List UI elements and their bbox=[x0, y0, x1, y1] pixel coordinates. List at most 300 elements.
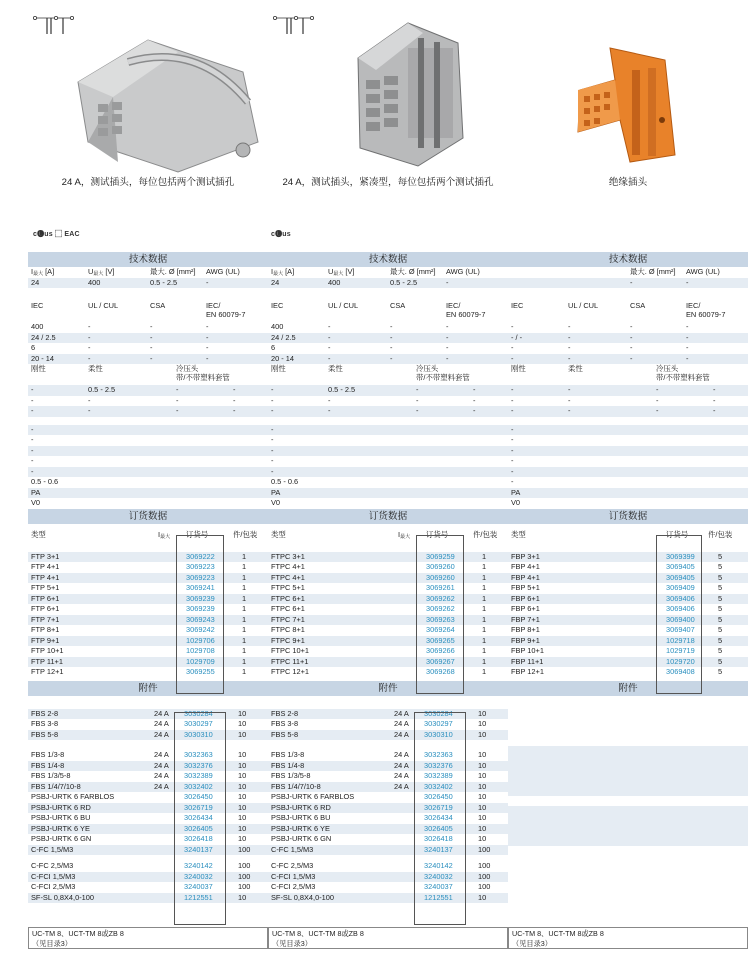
order-row bbox=[28, 594, 268, 605]
order-number-link[interactable]: 3069267 bbox=[426, 656, 455, 666]
order-head-row: 类型 订货号 件/包装 bbox=[511, 529, 733, 539]
pack-quantity: 1 bbox=[242, 635, 247, 645]
order-number-link[interactable]: 3069405 bbox=[666, 562, 695, 571]
accessory-number-link[interactable]: 3032389 bbox=[424, 771, 453, 780]
pack-quantity: 5 bbox=[718, 667, 723, 676]
accessory-number-link[interactable]: 3032402 bbox=[184, 781, 213, 791]
accessory-current: 24 A bbox=[394, 771, 409, 780]
ftpc-plug-photo bbox=[348, 18, 468, 168]
section-header-order: 订货数据 bbox=[268, 509, 508, 524]
section-header-accessories: 附件 bbox=[268, 681, 508, 696]
tech-row: 24 / 2.5 - - - bbox=[28, 333, 268, 344]
section-header-tech: 技术数据 bbox=[508, 252, 748, 267]
order-type: FTPC 11+1 bbox=[271, 656, 309, 666]
accessory-row bbox=[28, 771, 268, 782]
order-row bbox=[508, 646, 748, 657]
accessory-number-link[interactable]: 1212551 bbox=[424, 892, 453, 902]
tech-row: - bbox=[31, 456, 34, 465]
accessory-number-link[interactable]: 3030297 bbox=[424, 719, 453, 728]
order-row bbox=[268, 552, 508, 563]
order-number-frame bbox=[176, 535, 224, 694]
accessory-row bbox=[268, 845, 508, 856]
order-number-link[interactable]: 3069222 bbox=[186, 551, 215, 561]
pack-quantity: 1 bbox=[242, 656, 247, 666]
order-row bbox=[28, 583, 268, 594]
accessory-number-link[interactable]: 3030310 bbox=[184, 729, 213, 739]
pack-quantity: 1 bbox=[482, 583, 487, 592]
accessory-number-link[interactable]: 3240137 bbox=[424, 844, 453, 854]
tech-row: - - - - bbox=[508, 385, 748, 396]
tech-conductor-head: 刚性 柔性 冷压头 带/不带塑料套管 bbox=[31, 364, 230, 382]
pack-quantity: 1 bbox=[482, 593, 487, 603]
pack-quantity: 10 bbox=[238, 760, 247, 770]
order-number-link[interactable]: 3069255 bbox=[186, 667, 215, 676]
tech-row: - bbox=[511, 477, 514, 486]
accessory-number-link[interactable]: 3032363 bbox=[184, 750, 213, 759]
order-type: FBP 12+1 bbox=[511, 667, 544, 676]
order-row bbox=[508, 636, 748, 647]
order-type: FTP 10+1 bbox=[31, 646, 64, 655]
tech-row: - bbox=[31, 435, 34, 444]
accessory-type: C-FC 1,5/M3 bbox=[31, 844, 74, 854]
accessory-type: FBS 3-8 bbox=[31, 719, 59, 728]
pack-quantity: 1 bbox=[242, 583, 247, 592]
order-number-link[interactable]: 3069261 bbox=[426, 583, 455, 592]
accessory-type: PSBJ-URTK 6 YE bbox=[271, 823, 330, 833]
accessory-number-link[interactable]: 3026405 bbox=[184, 823, 213, 833]
order-type: FBP 4+1 bbox=[511, 562, 540, 571]
accessory-type: FBS 1/4/7/10-8 bbox=[31, 781, 81, 791]
accessory-current: 24 A bbox=[154, 719, 169, 728]
tech-row: - - - - bbox=[508, 406, 748, 417]
order-row bbox=[268, 594, 508, 605]
pack-quantity: 1 bbox=[242, 604, 247, 613]
pack-quantity: 10 bbox=[478, 802, 487, 812]
pack-quantity: 5 bbox=[718, 646, 723, 655]
order-row bbox=[268, 625, 508, 636]
tech-conductor-head: 刚性 柔性 冷压头 带/不带塑料套管 bbox=[271, 364, 470, 382]
accessory-number-link[interactable]: 3240142 bbox=[424, 861, 453, 870]
order-number-link[interactable]: 1029718 bbox=[666, 635, 695, 645]
circuit-symbol-icon bbox=[272, 12, 324, 40]
accessory-row bbox=[268, 709, 508, 720]
order-type: FTP 5+1 bbox=[31, 583, 60, 592]
accessory-current: 24 A bbox=[394, 708, 409, 718]
order-number-link[interactable]: 3069223 bbox=[186, 572, 215, 582]
accessory-type: C-FC 1,5/M3 bbox=[271, 844, 314, 854]
tech-row: - - - - bbox=[268, 406, 508, 417]
tech-row: 20 - 14 - - - bbox=[268, 354, 508, 365]
pack-quantity: 1 bbox=[482, 635, 487, 645]
accessory-row bbox=[28, 761, 268, 772]
order-number-link[interactable]: 3069262 bbox=[426, 604, 455, 613]
order-type: FTPC 4+1 bbox=[271, 562, 305, 571]
certification-marks: c🅤us bbox=[271, 231, 291, 238]
accessory-type: PSBJ-URTK 6 GN bbox=[31, 834, 92, 843]
pack-quantity: 100 bbox=[478, 861, 491, 870]
tech-head-row: $I_{最大}$ [A] $U_{最大}$ [V] 最大. Ø [mm²] AWG (UL) bbox=[31, 267, 240, 277]
pack-quantity: 100 bbox=[238, 871, 251, 881]
accessory-row bbox=[28, 792, 268, 803]
tech-row: V0 bbox=[31, 498, 41, 507]
accessory-row bbox=[268, 882, 508, 893]
accessory-number-link[interactable]: 3026719 bbox=[424, 802, 453, 812]
order-type: FTP 9+1 bbox=[31, 635, 60, 645]
marker-note bbox=[28, 927, 268, 949]
accessory-row bbox=[28, 782, 268, 793]
order-number-link[interactable]: 3069405 bbox=[666, 572, 695, 582]
order-number-link[interactable]: 1029708 bbox=[186, 646, 215, 655]
pack-quantity: 100 bbox=[238, 861, 251, 870]
pack-quantity: 10 bbox=[478, 834, 487, 843]
order-row bbox=[268, 604, 508, 615]
accessory-number-link[interactable]: 3030284 bbox=[424, 708, 453, 718]
accessory-type: FBS 1/3-8 bbox=[31, 750, 65, 759]
product-caption: 24 A，测试插头，每位包括两个测试插孔 bbox=[61, 177, 235, 188]
tech-row: 0.5 - 0.6 bbox=[271, 477, 299, 486]
order-type: FTP 4+1 bbox=[31, 562, 60, 571]
order-number-link[interactable]: 3069260 bbox=[426, 562, 455, 571]
pack-quantity: 1 bbox=[482, 646, 487, 655]
accessory-current: 24 A bbox=[394, 719, 409, 728]
accessory-number-link[interactable]: 3032363 bbox=[424, 750, 453, 759]
section-header-tech: 技术数据 bbox=[268, 252, 508, 267]
order-number-link[interactable]: 1029709 bbox=[186, 656, 215, 666]
accessory-type: PSBJ-URTK 6 RD bbox=[271, 802, 331, 812]
tech-row: - - - - bbox=[31, 395, 236, 405]
tech-row: PA bbox=[508, 488, 748, 499]
accessory-number-link[interactable]: 3032389 bbox=[184, 771, 213, 780]
order-type: FTP 11+1 bbox=[31, 656, 63, 666]
accessory-type: C-FC 2,5/M3 bbox=[31, 861, 74, 870]
accessory-number-link[interactable]: 3032376 bbox=[184, 760, 213, 770]
accessory-number-link[interactable]: 3240137 bbox=[184, 844, 213, 854]
order-number-link[interactable]: 3069408 bbox=[666, 667, 695, 676]
order-type: FTP 7+1 bbox=[31, 614, 60, 624]
order-number-link[interactable]: 3069400 bbox=[666, 614, 695, 624]
tech-row: PA bbox=[28, 488, 268, 499]
accessory-number-link[interactable]: 3240032 bbox=[424, 871, 453, 881]
pack-quantity: 1 bbox=[482, 625, 487, 634]
order-type: FTPC 9+1 bbox=[271, 635, 305, 645]
order-row bbox=[28, 646, 268, 657]
accessory-type: C-FC 2,5/M3 bbox=[271, 861, 314, 870]
marker-note-line: UC-TM 8、UCT-TM 8或ZB 8 bbox=[272, 929, 364, 938]
accessory-number-link[interactable]: 3026450 bbox=[184, 792, 213, 801]
tech-row: - bbox=[511, 435, 514, 444]
column-ftpc bbox=[268, 252, 508, 903]
order-number-link[interactable]: 3069264 bbox=[426, 625, 455, 634]
order-number-link[interactable]: 3069259 bbox=[426, 551, 455, 561]
accessory-type: PSBJ-URTK 6 BU bbox=[31, 813, 91, 822]
section-header-accessories: 附件 bbox=[508, 681, 748, 696]
section-header-order: 订货数据 bbox=[28, 509, 268, 524]
accessory-type: FBS 5-8 bbox=[271, 729, 299, 739]
accessory-number-link[interactable]: 3026405 bbox=[424, 823, 453, 833]
tech-row: 6 - - - bbox=[271, 343, 449, 352]
accessory-number-frame bbox=[414, 712, 466, 925]
certification-marks: c🅤us ⬚ EAC bbox=[33, 231, 80, 238]
marker-note bbox=[268, 927, 508, 949]
tech-row: - 0.5 - 2.5 - - bbox=[28, 385, 268, 396]
pack-quantity: 1 bbox=[242, 551, 247, 561]
order-row bbox=[28, 573, 268, 584]
accessory-current: 24 A bbox=[154, 750, 169, 759]
tech-row: - bbox=[268, 446, 508, 457]
column-fbp bbox=[508, 252, 748, 906]
accessory-type: PSBJ-URTK 6 FARBLOS bbox=[271, 792, 355, 801]
pack-quantity: 10 bbox=[478, 771, 487, 780]
accessory-current: 24 A bbox=[394, 729, 409, 739]
pack-quantity: 10 bbox=[238, 813, 247, 822]
order-head-row: 类型 $I_{最大}$ 订货号 件/包装 bbox=[271, 529, 498, 540]
accessory-number-link[interactable]: 3240032 bbox=[184, 871, 213, 881]
accessory-row bbox=[268, 730, 508, 741]
pack-quantity: 10 bbox=[478, 792, 487, 801]
pack-quantity: 10 bbox=[238, 802, 247, 812]
accessory-type: SF-SL 0,8X4,0-100 bbox=[31, 892, 94, 902]
order-type: FBP 8+1 bbox=[511, 625, 540, 634]
accessory-current: 24 A bbox=[154, 781, 169, 791]
order-type: FTP 6+1 bbox=[31, 604, 60, 613]
accessory-current: 24 A bbox=[154, 729, 169, 739]
accessory-number-link[interactable]: 3030284 bbox=[184, 708, 213, 718]
accessory-current: 24 A bbox=[154, 771, 169, 780]
accessory-row bbox=[28, 893, 268, 904]
tech-row: - / - - - - bbox=[508, 333, 748, 344]
marker-note-line: （见目录3） bbox=[32, 938, 72, 948]
order-type: FBP 9+1 bbox=[511, 635, 540, 645]
accessory-number-link[interactable]: 3030310 bbox=[424, 729, 453, 739]
pack-quantity: 1 bbox=[482, 614, 487, 624]
order-number-link[interactable]: 1029706 bbox=[186, 635, 215, 645]
pack-quantity: 10 bbox=[478, 760, 487, 770]
order-number-link[interactable]: 3069243 bbox=[186, 614, 215, 624]
accessory-type: FBS 1/4-8 bbox=[31, 760, 65, 770]
accessory-type: C-FCI 1,5/M3 bbox=[31, 871, 76, 881]
order-row bbox=[508, 552, 748, 563]
pack-quantity: 5 bbox=[718, 625, 723, 634]
order-number-link[interactable]: 3069242 bbox=[186, 625, 215, 634]
accessory-row bbox=[268, 771, 508, 782]
pack-quantity: 5 bbox=[718, 635, 723, 645]
order-row bbox=[508, 657, 748, 668]
accessory-number-link[interactable]: 3026434 bbox=[184, 813, 213, 822]
pack-quantity: 100 bbox=[478, 871, 491, 881]
accessory-row bbox=[28, 872, 268, 883]
accessory-type: C-FCI 2,5/M3 bbox=[31, 882, 76, 891]
tech-row: - - - - bbox=[271, 395, 476, 405]
pack-quantity: 5 bbox=[718, 572, 723, 582]
order-number-link[interactable]: 3069409 bbox=[666, 583, 695, 592]
accessory-number-link[interactable]: 3026418 bbox=[184, 834, 213, 843]
order-type: FTPC 4+1 bbox=[271, 572, 305, 582]
pack-quantity: 5 bbox=[718, 593, 723, 603]
order-row bbox=[28, 636, 268, 647]
accessory-number-link[interactable]: 3240037 bbox=[424, 882, 453, 891]
order-type: FTPC 7+1 bbox=[271, 614, 305, 624]
marker-note-line: （见目录3） bbox=[272, 938, 312, 948]
tech-row: - bbox=[271, 456, 274, 465]
pack-quantity: 5 bbox=[718, 656, 723, 666]
accessory-row bbox=[268, 834, 508, 845]
order-type: FBP 5+1 bbox=[511, 583, 540, 592]
tech-standards-head: IEC UL / CUL CSA IEC/ EN 60079-7 bbox=[31, 301, 246, 319]
accessory-number-link[interactable]: 3026418 bbox=[424, 834, 453, 843]
accessory-number-link[interactable]: 3032402 bbox=[424, 781, 453, 791]
accessory-row bbox=[268, 750, 508, 761]
pack-quantity: 1 bbox=[242, 593, 247, 603]
pack-quantity: 5 bbox=[718, 614, 723, 624]
accessory-type: FBS 1/4-8 bbox=[271, 760, 305, 770]
pack-quantity: 1 bbox=[242, 646, 247, 655]
order-row bbox=[28, 552, 268, 563]
accessory-row bbox=[268, 824, 508, 835]
order-number-link[interactable]: 3069260 bbox=[426, 572, 455, 582]
order-number-link[interactable]: 3069239 bbox=[186, 604, 215, 613]
product-caption: 24 A，测试插头，紧凑型，每位包括两个测试插孔 bbox=[282, 177, 494, 188]
pack-quantity: 1 bbox=[242, 625, 247, 634]
order-number-link[interactable]: 1029719 bbox=[666, 646, 695, 655]
order-row bbox=[508, 625, 748, 636]
order-type: FBP 11+1 bbox=[511, 656, 544, 666]
pack-quantity: 1 bbox=[242, 572, 247, 582]
order-type: FTPC 3+1 bbox=[271, 551, 305, 561]
tech-row: 20 - 14 - - - bbox=[28, 354, 268, 365]
accessory-number-link[interactable]: 3026434 bbox=[424, 813, 453, 822]
tech-row: - bbox=[511, 456, 514, 465]
order-number-link[interactable]: 3069406 bbox=[666, 593, 695, 603]
pack-quantity: 10 bbox=[238, 792, 247, 801]
marker-note-line: （见目录3） bbox=[512, 938, 552, 948]
order-number-link[interactable]: 3069223 bbox=[186, 562, 215, 571]
product-ftpc bbox=[268, 0, 508, 210]
pack-quantity: 1 bbox=[482, 656, 487, 666]
pack-quantity: 10 bbox=[238, 834, 247, 843]
order-type: FTP 12+1 bbox=[31, 667, 64, 676]
order-number-link[interactable]: 3069268 bbox=[426, 667, 455, 676]
tech-row: 6 - - - bbox=[31, 343, 209, 352]
order-type: FTPC 6+1 bbox=[271, 593, 305, 603]
accessory-row bbox=[28, 730, 268, 741]
tech-standards-head: IEC UL / CUL CSA IEC/ EN 60079-7 bbox=[511, 301, 726, 319]
accessory-number-link[interactable]: 3032376 bbox=[424, 760, 453, 770]
order-type: FTP 8+1 bbox=[31, 625, 60, 634]
accessory-row bbox=[268, 893, 508, 904]
pack-quantity: 1 bbox=[482, 562, 487, 571]
accessory-type: FBS 1/3/5-8 bbox=[31, 771, 71, 780]
pack-quantity: 1 bbox=[482, 572, 487, 582]
accessory-row bbox=[268, 813, 508, 824]
section-header-order: 订货数据 bbox=[508, 509, 748, 524]
accessory-type: SF-SL 0,8X4,0-100 bbox=[271, 892, 334, 902]
accessory-number-link[interactable]: 3240037 bbox=[184, 882, 213, 891]
accessory-type: PSBJ-URTK 6 YE bbox=[31, 823, 90, 833]
accessory-number-link[interactable]: 3026719 bbox=[184, 802, 213, 812]
order-row bbox=[508, 615, 748, 626]
tech-row: - - - - bbox=[28, 406, 268, 417]
order-list bbox=[28, 552, 268, 678]
order-type: FTP 3+1 bbox=[31, 551, 60, 561]
order-row bbox=[508, 604, 748, 615]
pack-quantity: 10 bbox=[238, 719, 247, 728]
tech-row: - bbox=[268, 425, 508, 436]
pack-quantity: 5 bbox=[718, 604, 723, 613]
order-number-link[interactable]: 1029720 bbox=[666, 656, 695, 666]
accessory-type: FBS 1/4/7/10-8 bbox=[271, 781, 321, 791]
accessory-number-link[interactable]: 3240142 bbox=[184, 861, 213, 870]
accessory-current: 24 A bbox=[394, 760, 409, 770]
pack-quantity: 1 bbox=[482, 667, 487, 676]
accessory-type: FBS 2-8 bbox=[31, 708, 59, 718]
accessory-list bbox=[268, 709, 508, 904]
accessory-type: PSBJ-URTK 6 GN bbox=[271, 834, 332, 843]
accessory-number-frame bbox=[174, 712, 226, 925]
tech-row: - bbox=[271, 435, 274, 444]
order-list bbox=[508, 552, 748, 678]
accessory-list bbox=[28, 709, 268, 904]
tech-row: - bbox=[508, 425, 748, 436]
pack-quantity: 1 bbox=[482, 551, 487, 561]
tech-value-row: - - bbox=[508, 278, 748, 289]
accessory-number-link[interactable]: 3030297 bbox=[184, 719, 213, 728]
order-number-link[interactable]: 3069266 bbox=[426, 646, 455, 655]
accessory-current: 24 A bbox=[394, 750, 409, 759]
tech-value-row: 24 400 0.5 - 2.5 - bbox=[28, 278, 268, 289]
accessory-number-link[interactable]: 3026450 bbox=[424, 792, 453, 801]
pack-quantity: 10 bbox=[238, 781, 247, 791]
tech-row: - bbox=[268, 467, 508, 478]
order-number-link[interactable]: 3069406 bbox=[666, 604, 695, 613]
order-row bbox=[268, 583, 508, 594]
tech-row: - bbox=[28, 425, 268, 436]
order-number-link[interactable]: 3069263 bbox=[426, 614, 455, 624]
tech-row: 400 - - - bbox=[31, 322, 209, 331]
order-row bbox=[28, 657, 268, 668]
order-type: FBP 3+1 bbox=[511, 551, 540, 561]
order-row bbox=[268, 615, 508, 626]
order-number-link[interactable]: 3069407 bbox=[666, 625, 695, 634]
ftp-plug-photo bbox=[58, 22, 268, 174]
accessory-type: C-FCI 2,5/M3 bbox=[271, 882, 316, 891]
order-type: FTP 6+1 bbox=[31, 593, 60, 603]
order-number-frame bbox=[656, 535, 702, 694]
order-number-link[interactable]: 3069399 bbox=[666, 551, 695, 561]
pack-quantity: 10 bbox=[238, 750, 247, 759]
tech-row: - - - - bbox=[511, 343, 689, 352]
pack-quantity: 10 bbox=[478, 729, 487, 739]
order-number-link[interactable]: 3069262 bbox=[426, 593, 455, 603]
accessory-row bbox=[268, 803, 508, 814]
order-number-link[interactable]: 3069241 bbox=[186, 583, 215, 592]
order-number-link[interactable]: 3069265 bbox=[426, 635, 455, 645]
order-number-link[interactable]: 3069239 bbox=[186, 593, 215, 603]
accessory-number-link[interactable]: 1212551 bbox=[184, 892, 213, 902]
order-type: FTPC 12+1 bbox=[271, 667, 309, 676]
accessory-row bbox=[268, 792, 508, 803]
order-row bbox=[268, 657, 508, 668]
marker-note bbox=[508, 927, 748, 949]
order-type: FTPC 5+1 bbox=[271, 583, 305, 592]
order-row bbox=[28, 562, 268, 573]
order-type: FBP 4+1 bbox=[511, 572, 540, 582]
order-row bbox=[508, 594, 748, 605]
tech-row: V0 bbox=[271, 498, 281, 507]
accessory-row bbox=[28, 813, 268, 824]
pack-quantity: 5 bbox=[718, 583, 723, 592]
order-row bbox=[28, 625, 268, 636]
accessory-row bbox=[28, 719, 268, 730]
